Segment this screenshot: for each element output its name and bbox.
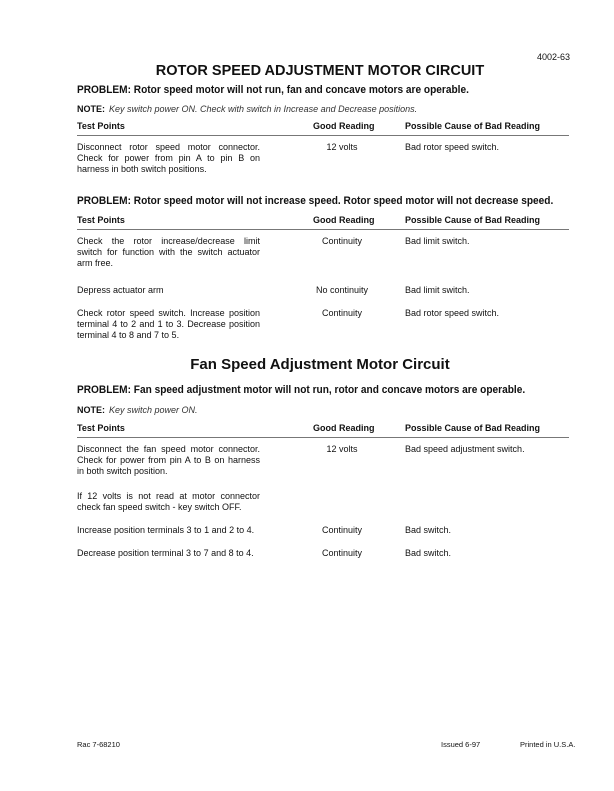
- test-point: Disconnect the fan speed motor connector. Check for power from pin A to B on harness in both switch position.: [77, 444, 260, 476]
- test-point: Disconnect rotor speed motor connector. Check for power from pin A to pin B on harness in both switch positions.: [77, 142, 260, 174]
- table-row: [77, 236, 569, 269]
- good-reading: No continuity: [315, 285, 369, 295]
- header-possible-cause: Possible Cause of Bad Reading: [405, 121, 541, 131]
- table-header: [77, 121, 569, 136]
- note-text: Key switch power ON. Check with switch in Increase and Decrease positions.: [109, 104, 418, 114]
- header-good-reading: Good Reading: [313, 121, 375, 131]
- test-table: [77, 215, 569, 341]
- test-point: If 12 volts is not read at motor connector check fan speed switch - key switch OFF.: [77, 491, 260, 512]
- section-title-rotor: ROTOR SPEED ADJUSTMENT MOTOR CIRCUIT: [155, 63, 485, 79]
- table-row: [77, 142, 569, 175]
- good-reading: Continuity: [321, 548, 363, 558]
- table-header: [77, 215, 569, 230]
- test-table: [77, 121, 569, 175]
- good-reading: 12 volts: [326, 444, 358, 454]
- table-row: [77, 444, 569, 477]
- possible-cause: Bad rotor speed switch.: [405, 142, 500, 152]
- possible-cause: Bad limit switch.: [405, 236, 470, 246]
- header-good-reading: Good Reading: [313, 423, 375, 433]
- possible-cause: Bad speed adjustment switch.: [405, 444, 525, 454]
- possible-cause: Bad limit switch.: [405, 285, 470, 295]
- problem-heading: PROBLEM: Fan speed adjustment motor will not run, rotor and concave motors are operable.: [77, 384, 526, 396]
- note-label: NOTE:: [77, 405, 105, 415]
- page-number: 4002-63: [536, 52, 570, 62]
- footer-issued: Issued 6-97: [441, 740, 481, 749]
- problem-heading: PROBLEM: Rotor speed motor will not run, fan and concave motors are operable.: [77, 84, 469, 96]
- section-title-fan: Fan Speed Adjustment Motor Circuit: [190, 356, 450, 373]
- table-row: [77, 308, 569, 341]
- test-table: [77, 423, 569, 559]
- note-text: Key switch power ON.: [109, 405, 198, 415]
- note: [77, 405, 198, 415]
- test-point: Increase position terminals 3 to 1 and 2 to 4.: [77, 525, 255, 535]
- header-test-points: Test Points: [77, 423, 125, 433]
- note-label: NOTE:: [77, 104, 105, 114]
- problem-heading: PROBLEM: Rotor speed motor will not increase speed. Rotor speed motor will not decrease speed.: [77, 195, 554, 207]
- possible-cause: Bad switch.: [405, 548, 452, 558]
- possible-cause: Bad switch.: [405, 525, 452, 535]
- table-header: [77, 423, 569, 438]
- note: [77, 104, 417, 114]
- header-possible-cause: Possible Cause of Bad Reading: [405, 215, 541, 225]
- test-point: Check the rotor increase/decrease limit switch for function with the switch actuator arm free.: [77, 236, 260, 268]
- test-point: Decrease position terminal 3 to 7 and 8 to 4.: [77, 548, 254, 558]
- good-reading: Continuity: [321, 525, 363, 535]
- good-reading: Continuity: [321, 308, 363, 318]
- test-point: Depress actuator arm: [77, 285, 164, 295]
- possible-cause: Bad rotor speed switch.: [405, 308, 500, 318]
- header-test-points: Test Points: [77, 215, 125, 225]
- table-row: [77, 491, 569, 513]
- header-test-points: Test Points: [77, 121, 125, 131]
- footer-printed: Printed in U.S.A.: [520, 740, 576, 749]
- header-good-reading: Good Reading: [313, 215, 375, 225]
- table-row: [77, 548, 569, 559]
- test-point: Check rotor speed switch. Increase position terminal 4 to 2 and 1 to 3. Decrease position terminal 4 to 8 and 7 to 5.: [77, 308, 260, 340]
- table-row: [77, 525, 569, 536]
- header-possible-cause: Possible Cause of Bad Reading: [405, 423, 541, 433]
- table-row: [77, 285, 569, 296]
- good-reading: 12 volts: [326, 142, 358, 152]
- footer-code: Rac 7-68210: [77, 740, 120, 749]
- good-reading: Continuity: [321, 236, 363, 246]
